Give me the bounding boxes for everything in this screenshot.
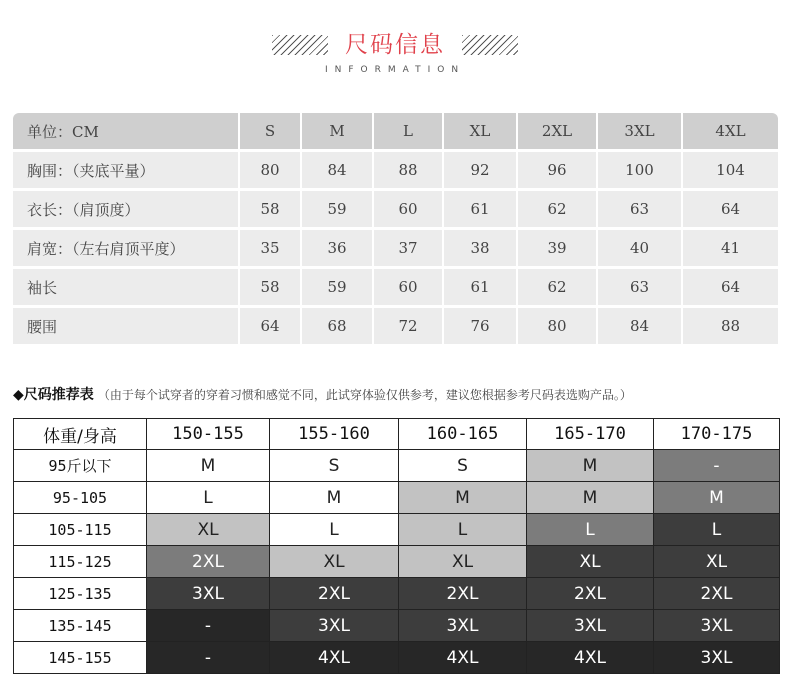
table-cell: 40 <box>598 230 683 269</box>
size-cell: M <box>654 482 780 514</box>
size-cell: XL <box>527 546 654 578</box>
weight-label: 95-105 <box>14 482 147 514</box>
size-cell: M <box>399 482 527 514</box>
size-cell: 2XL <box>147 546 270 578</box>
size-cell: 4XL <box>270 642 399 674</box>
row-label: 腰围 <box>13 308 240 347</box>
size-cell: L <box>654 514 780 546</box>
row-label: 袖长 <box>13 269 240 308</box>
table-cell: 80 <box>240 152 302 191</box>
weight-label: 145-155 <box>14 642 147 674</box>
size-cell: XL <box>147 514 270 546</box>
table-row <box>13 269 778 308</box>
size-cell: 4XL <box>527 642 654 674</box>
hatch-decoration-right <box>462 35 518 55</box>
recommend-corner: 体重/身高 <box>14 419 147 450</box>
table-cell: 58 <box>240 269 302 308</box>
table-cell: 96 <box>518 152 598 191</box>
size-cell: L <box>147 482 270 514</box>
section-header <box>0 28 790 83</box>
table-cell: 64 <box>240 308 302 347</box>
size-info-header-row <box>13 113 778 152</box>
table-cell: 35 <box>240 230 302 269</box>
table-cell: 39 <box>518 230 598 269</box>
size-cell: L <box>270 514 399 546</box>
size-cell: 3XL <box>147 578 270 610</box>
size-cell: - <box>147 642 270 674</box>
size-cell: L <box>527 514 654 546</box>
recommend-title: 尺码推荐表 <box>23 387 94 403</box>
size-info-corner: 单位：CM <box>13 113 240 152</box>
row-label: 肩宽：（左右肩顶平度） <box>13 230 240 269</box>
size-cell: 4XL <box>399 642 527 674</box>
weight-label: 105-115 <box>14 514 147 546</box>
table-cell: 59 <box>302 269 374 308</box>
height-header: 165-170 <box>527 419 654 450</box>
size-cell: 3XL <box>654 642 780 674</box>
height-header: 150-155 <box>147 419 270 450</box>
table-cell: 59 <box>302 191 374 230</box>
size-cell: 3XL <box>270 610 399 642</box>
size-cell: M <box>527 450 654 482</box>
size-cell: XL <box>654 546 780 578</box>
size-cell: 3XL <box>654 610 780 642</box>
size-cell: M <box>147 450 270 482</box>
table-row <box>14 546 780 578</box>
size-cell: XL <box>270 546 399 578</box>
table-cell: 84 <box>598 308 683 347</box>
table-cell: 64 <box>683 269 778 308</box>
table-cell: 64 <box>683 191 778 230</box>
size-cell: 2XL <box>654 578 780 610</box>
size-header: 4XL <box>683 113 778 152</box>
size-cell: 3XL <box>399 610 527 642</box>
table-cell: 76 <box>444 308 518 347</box>
size-cell: 2XL <box>270 578 399 610</box>
size-cell: 3XL <box>527 610 654 642</box>
weight-label: 135-145 <box>14 610 147 642</box>
table-row <box>14 578 780 610</box>
size-cell: S <box>399 450 527 482</box>
page-title: 尺码信息 <box>345 32 445 58</box>
table-row <box>13 191 778 230</box>
table-row <box>14 450 780 482</box>
size-header: 2XL <box>518 113 598 152</box>
row-label: 衣长：（肩顶度） <box>13 191 240 230</box>
size-cell: XL <box>399 546 527 578</box>
row-label: 胸围：（夹底平量） <box>13 152 240 191</box>
recommend-heading <box>13 384 783 404</box>
table-cell: 63 <box>598 269 683 308</box>
size-header: L <box>374 113 444 152</box>
diamond-bullet-icon: ◆ <box>13 387 24 403</box>
size-info-table <box>13 113 778 347</box>
table-cell: 88 <box>683 308 778 347</box>
table-cell: 63 <box>598 191 683 230</box>
table-row <box>14 482 780 514</box>
weight-label: 95斤以下 <box>14 450 147 482</box>
size-cell: M <box>527 482 654 514</box>
table-cell: 62 <box>518 269 598 308</box>
table-row <box>13 308 778 347</box>
page-subtitle: INFORMATION <box>324 65 466 75</box>
table-cell: 80 <box>518 308 598 347</box>
table-cell: 36 <box>302 230 374 269</box>
table-cell: 88 <box>374 152 444 191</box>
table-cell: 104 <box>683 152 778 191</box>
table-cell: 84 <box>302 152 374 191</box>
title-row <box>0 28 790 62</box>
table-cell: 92 <box>444 152 518 191</box>
table-cell: 60 <box>374 269 444 308</box>
size-header: S <box>240 113 302 152</box>
weight-label: 125-135 <box>14 578 147 610</box>
table-cell: 100 <box>598 152 683 191</box>
table-cell: 61 <box>444 191 518 230</box>
size-header: M <box>302 113 374 152</box>
table-cell: 58 <box>240 191 302 230</box>
table-cell: 68 <box>302 308 374 347</box>
table-cell: 61 <box>444 269 518 308</box>
size-cell: L <box>399 514 527 546</box>
recommend-header-row <box>14 419 780 450</box>
table-cell: 41 <box>683 230 778 269</box>
size-cell: 2XL <box>399 578 527 610</box>
recommend-note: （由于每个试穿者的穿着习惯和感觉不同，此试穿体验仅供参考，建议您根据参考尺码表选购产品。） <box>97 388 632 402</box>
size-header: XL <box>444 113 518 152</box>
size-recommend-table <box>13 418 780 674</box>
table-row <box>14 514 780 546</box>
weight-label: 115-125 <box>14 546 147 578</box>
table-cell: 62 <box>518 191 598 230</box>
size-cell: 2XL <box>527 578 654 610</box>
height-header: 155-160 <box>270 419 399 450</box>
table-row <box>14 610 780 642</box>
size-cell: S <box>270 450 399 482</box>
size-cell: - <box>654 450 780 482</box>
hatch-decoration-left <box>272 35 328 55</box>
table-cell: 37 <box>374 230 444 269</box>
size-cell: - <box>147 610 270 642</box>
table-cell: 72 <box>374 308 444 347</box>
height-header: 160-165 <box>399 419 527 450</box>
table-cell: 38 <box>444 230 518 269</box>
table-cell: 60 <box>374 191 444 230</box>
table-row <box>13 152 778 191</box>
table-row <box>13 230 778 269</box>
height-header: 170-175 <box>654 419 780 450</box>
table-row <box>14 642 780 674</box>
size-header: 3XL <box>598 113 683 152</box>
size-cell: M <box>270 482 399 514</box>
